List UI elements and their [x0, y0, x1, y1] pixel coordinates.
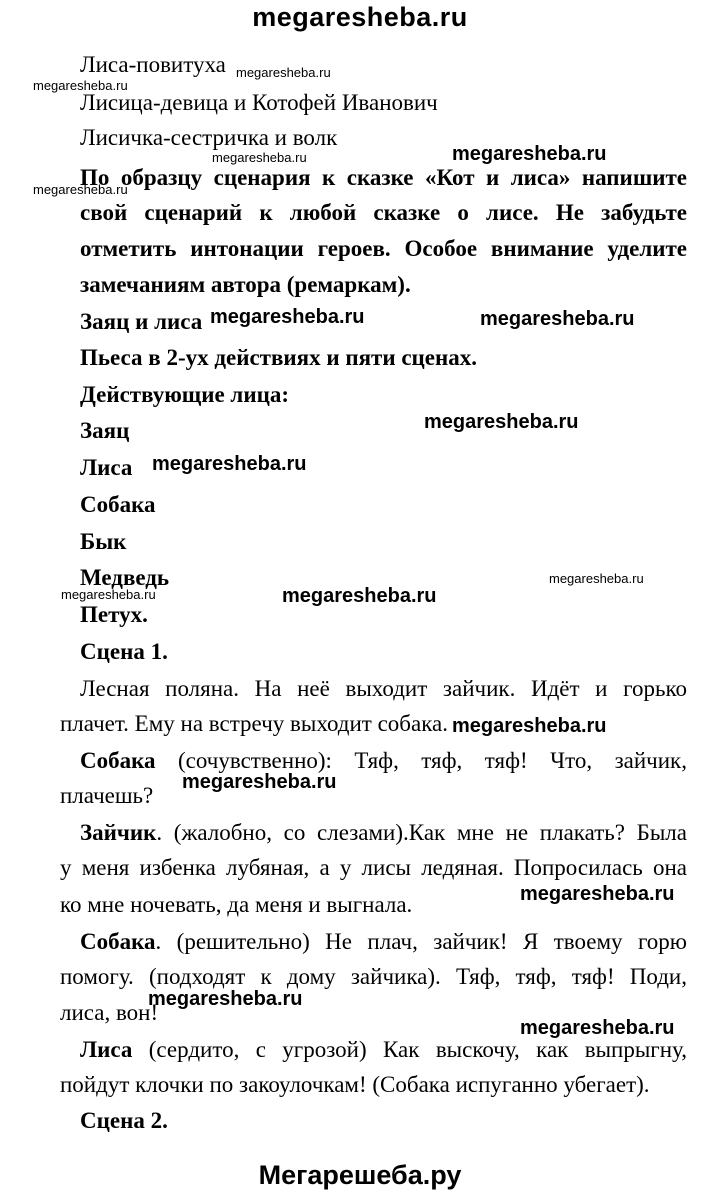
text-line: Лисичка-сестричка и волк [80, 125, 338, 150]
dialogue-line [80, 818, 687, 848]
watermark: megaresheba.ru [61, 587, 156, 602]
cast-header: Действующие лица: [80, 382, 289, 407]
text-line: Лесная поляна. На неё выходит зайчик. Идёт и горько [80, 676, 687, 701]
task-line: свой сценарий к любой сказке о лисе. Не забудьте [80, 200, 687, 225]
text-line: помогу. (подходят к дому зайчика). Тяф, тяф, тяф! Поди, [60, 964, 687, 989]
text-line: пойдут клочки по закоулочкам! (Собака испуганно убегает). [60, 1072, 650, 1097]
cast-item: Заяц [80, 418, 130, 443]
cast-item: Петух. [80, 602, 148, 627]
watermark: megaresheba.ru [212, 150, 307, 165]
cast-item: Лиса [80, 455, 133, 480]
dialogue-line [80, 927, 687, 957]
speaker-name: Собака [80, 748, 156, 773]
text-line: лиса, вон! [60, 1000, 159, 1025]
watermark: megaresheba.ru [520, 883, 675, 905]
cast-item: Бык [80, 529, 127, 554]
cast-item: Медведь [80, 565, 170, 590]
watermark: megaresheba.ru [282, 585, 437, 607]
text-line: ко мне ночевать, да меня и выгнала. [60, 892, 413, 917]
text-line: плачешь? [60, 783, 154, 808]
watermark: megaresheba.ru [452, 715, 607, 737]
speaker-name: Лиса [80, 1037, 133, 1062]
speaker-name: Собака [80, 929, 156, 954]
watermark: megaresheba.ru [520, 1017, 675, 1039]
watermark: megaresheba.ru [480, 308, 635, 330]
watermark: megaresheba.ru [236, 65, 331, 80]
watermark: megaresheba.ru [210, 306, 365, 328]
watermark: megaresheba.ru [152, 453, 307, 475]
watermark: megaresheba.ru [182, 771, 337, 793]
text-line: Лиса-повитуха [80, 52, 226, 77]
site-header: megaresheba.ru [252, 2, 468, 32]
speech-text: (сердито, с угрозой) Как выскочу, как выпрыгну, [132, 1037, 687, 1062]
watermark: megaresheba.ru [424, 411, 579, 433]
speaker-name: Зайчик [80, 820, 157, 845]
task-line: замечаниям автора (ремаркам). [80, 272, 411, 297]
watermark: megaresheba.ru [33, 78, 128, 93]
task-line: По образцу сценария к сказке «Кот и лиса» напишите [80, 165, 687, 190]
watermark: megaresheba.ru [33, 182, 128, 197]
site-footer: Мегарешеба.ру [258, 1160, 462, 1190]
text-line: у меня избенка лубяная, а у лисы ледяная. Попросилась она [60, 855, 687, 880]
watermark: megaresheba.ru [452, 143, 607, 165]
scene-heading: Сцена 2. [80, 1108, 168, 1133]
cast-item: Собака [80, 492, 156, 517]
speech-text: . (жалобно, со слезами).Как мне не плакать? Была [156, 820, 687, 845]
play-title: Заяц и лиса [80, 309, 203, 334]
text-line: Лисица-девица и Котофей Иванович [80, 90, 438, 115]
speech-text: (сочувственно): Тяф, тяф, тяф! Что, зайчик, [155, 748, 687, 773]
speech-text: . (решительно) Не плач, зайчик! Я твоему горю [155, 929, 687, 954]
scene-heading: Сцена 1. [80, 639, 168, 664]
task-line: отметить интонации героев. Особое внимание уделите [80, 236, 687, 261]
watermark: megaresheba.ru [549, 571, 644, 586]
watermark: megaresheba.ru [148, 988, 303, 1010]
dialogue-line [80, 746, 687, 776]
play-subtitle: Пьеса в 2-ух действиях и пяти сценах. [80, 345, 477, 370]
text-line: плачет. Ему на встречу выходит собака. [60, 711, 449, 736]
